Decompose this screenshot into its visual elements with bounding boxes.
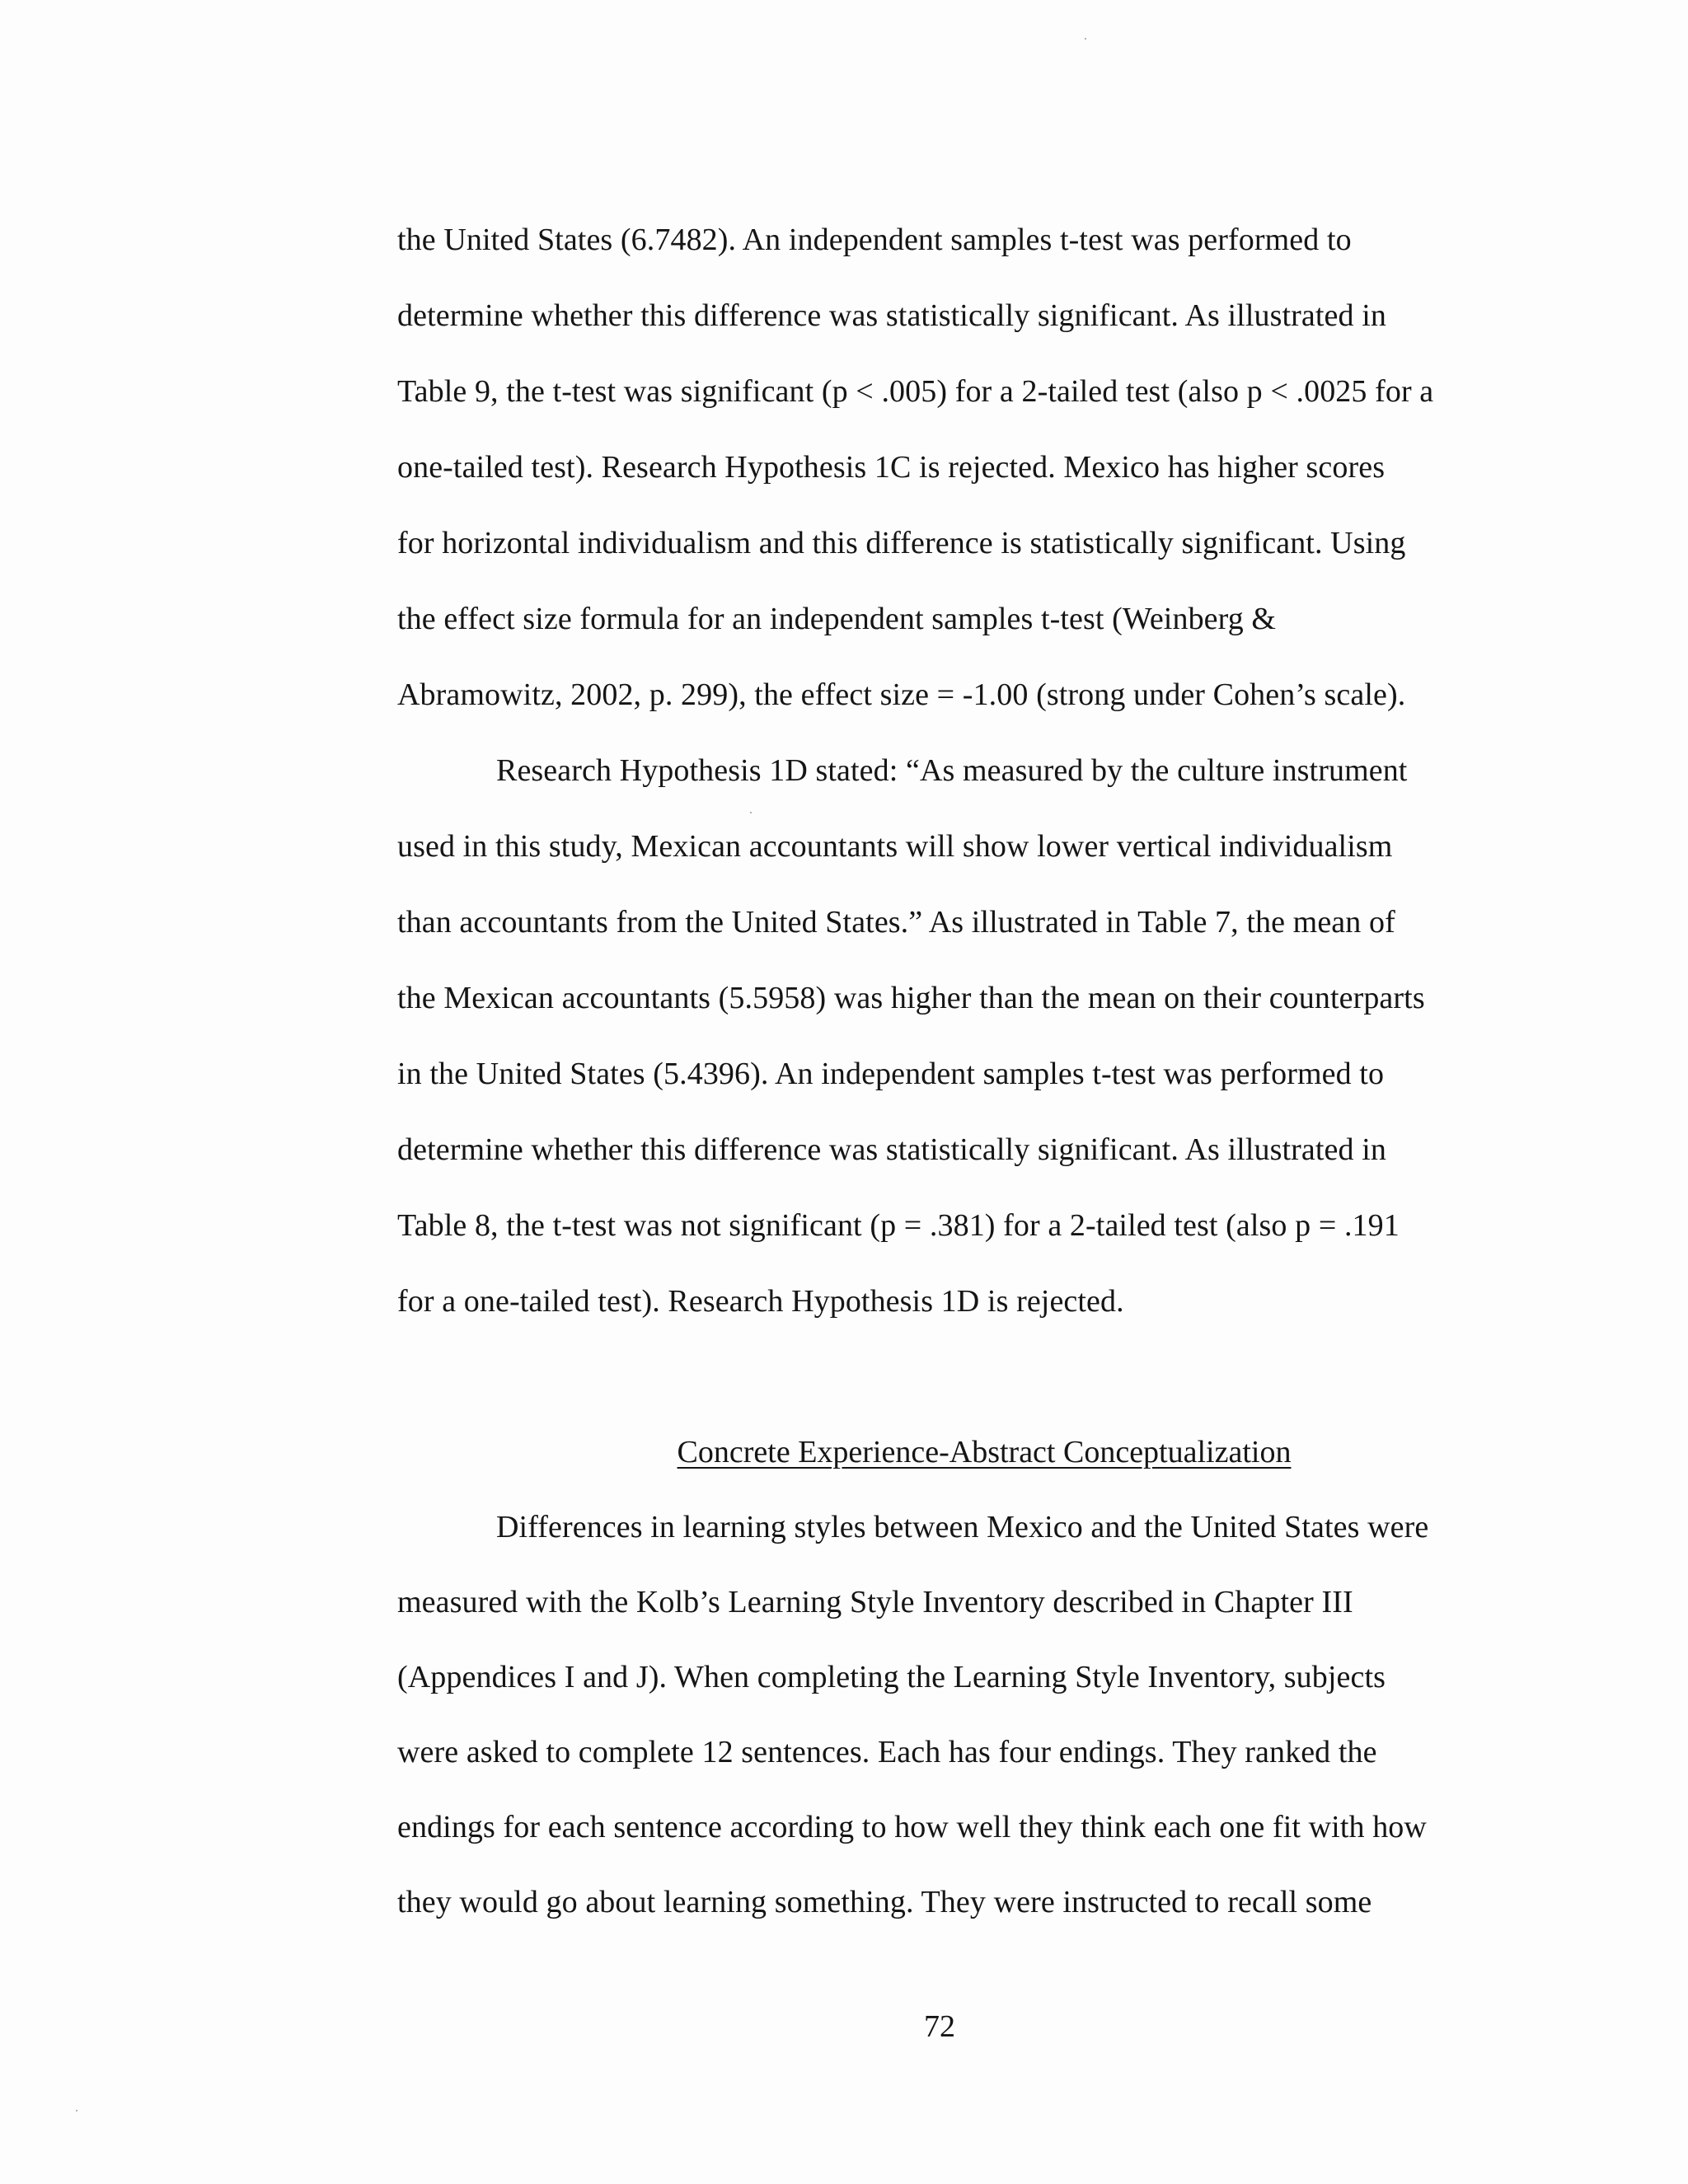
page-number-text: 72 — [924, 2009, 955, 2044]
body-text-line: than accountants from the United States.” As illustrated in Table 7, the mean of — [397, 905, 1395, 940]
body-text-line: endings for each sentence according to how well they think each one fit with how — [397, 1810, 1427, 1844]
body-text-line: for horizontal individualism and this difference is statistically significant. Using — [397, 526, 1406, 560]
body-text-line: one-tailed test). Research Hypothesis 1C is rejected. Mexico has higher scores — [397, 450, 1386, 485]
body-text-line: were asked to complete 12 sentences. Each has four endings. They ranked the — [397, 1735, 1377, 1769]
body-text-line: used in this study, Mexican accountants will show lower vertical individualism — [397, 829, 1393, 864]
body-text-line: the United States (6.7482). An independent samples t-test was performed to — [397, 223, 1352, 257]
body-text-line: (Appendices I and J). When completing the Learning Style Inventory, subjects — [397, 1660, 1386, 1694]
section-heading — [0, 1436, 1688, 1468]
page-number — [0, 2011, 1688, 2042]
scan-speck — [750, 812, 752, 813]
body-text-line: Differences in learning styles between Mexico and the United States were — [496, 1510, 1429, 1544]
section-heading-text: Concrete Experience-Abstract Conceptualization — [677, 1435, 1292, 1469]
body-text-line: the effect size formula for an independent samples t-test (Weinberg & — [397, 602, 1277, 636]
body-text-line: Abramowitz, 2002, p. 299), the effect size = -1.00 (strong under Cohen’s scale). — [397, 677, 1406, 712]
scan-speck — [76, 2110, 77, 2111]
body-text-line: in the United States (5.4396). An independent samples t-test was performed to — [397, 1057, 1385, 1091]
body-text-line: Research Hypothesis 1D stated: “As measured by the culture instrument — [496, 753, 1408, 788]
body-text-line: determine whether this difference was statistically significant. As illustrated in — [397, 1132, 1386, 1167]
body-text-line: measured with the Kolb’s Learning Style Inventory described in Chapter III — [397, 1585, 1353, 1619]
body-text-line: the Mexican accountants (5.5958) was higher than the mean on their counterparts — [397, 981, 1425, 1015]
body-text-line: Table 8, the t-test was not significant (p = .381) for a 2-tailed test (also p = .191 — [397, 1208, 1400, 1243]
body-text-line: determine whether this difference was statistically significant. As illustrated in — [397, 298, 1386, 333]
body-text-line: Table 9, the t-test was significant (p < .005) for a 2-tailed test (also p < .0025 for a — [397, 374, 1434, 409]
body-text-line: they would go about learning something. They were instructed to recall some — [397, 1885, 1372, 1919]
scan-speck — [1085, 38, 1086, 40]
body-text-line: for a one-tailed test). Research Hypothesis 1D is rejected. — [397, 1284, 1124, 1319]
